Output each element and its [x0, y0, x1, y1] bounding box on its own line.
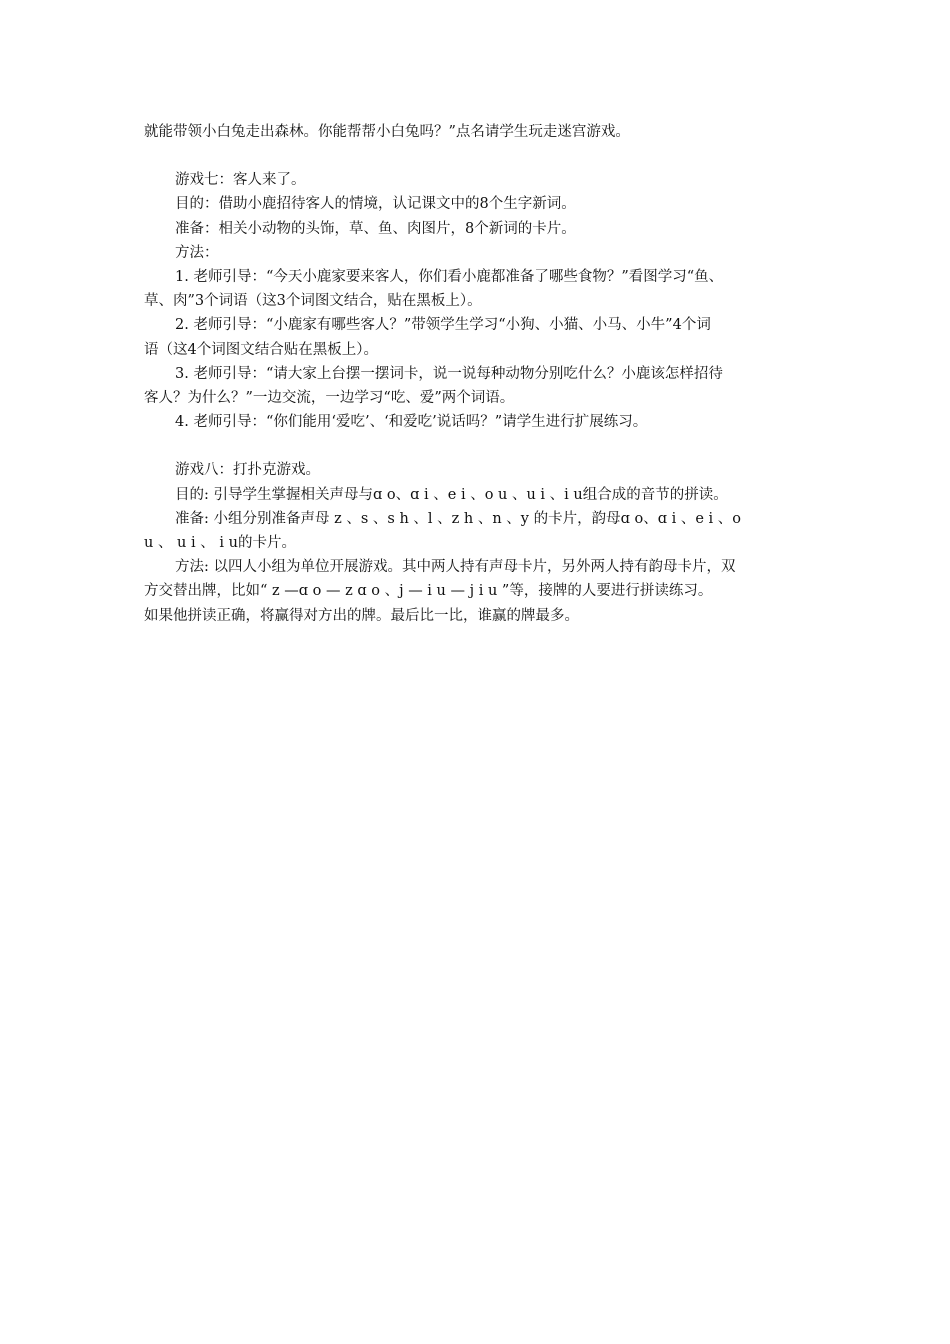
game-seven-step-3: 3. 老师引导：“请大家上台摆一摆词卡，说一说每种动物分别吃什么？小鹿该怎样招待: [175, 365, 723, 382]
game-eight-preparation-continued: u 、 u i 、 i u的卡片。: [144, 535, 296, 552]
game-eight-preparation: 准备: 小组分别准备声母 z 、s 、s h 、l 、z h 、n 、y 的卡片，韵母ɑ o、ɑ i 、e i 、o: [175, 510, 742, 527]
game-seven-method-heading: 方法：: [175, 244, 219, 261]
game-eight-method-continued: 方交替出牌，比如“ z —ɑ o — z ɑ o 、j — i u — j i u ”等，接牌的人要进行拼读练习。: [144, 583, 713, 600]
document-body: [144, 120, 812, 628]
paragraph-spacer: [144, 144, 812, 168]
game-eight-method: 方法: 以四人小组为单位开展游戏。其中两人持有声母卡片，另外两人持有韵母卡片，双: [175, 559, 736, 576]
game-seven-step-2-continued: 语（这4个词图文结合贴在黑板上）。: [144, 341, 378, 358]
game-seven-step-4: 4. 老师引导：“你们能用‘爱吃’、‘和爱吃’说话吗？”请学生进行扩展练习。: [175, 414, 648, 431]
game-seven-preparation: 准备：相关小动物的头饰，草、鱼、肉图片，8个新词的卡片。: [175, 220, 576, 237]
game-eight-method-continued: 如果他拼读正确，将赢得对方出的牌。最后比一比，谁赢的牌最多。: [144, 607, 579, 624]
game-eight-title: 游戏八：打扑克游戏。: [175, 462, 320, 479]
game-seven-step-2: 2. 老师引导：“小鹿家有哪些客人？”带领学生学习“小狗、小猫、小马、小牛”4个词: [175, 317, 711, 334]
paragraph-spacer: [144, 434, 812, 458]
game-seven-step-1: 1. 老师引导：“今天小鹿家要来客人，你们看小鹿都准备了哪些食物？”看图学习“鱼、: [175, 269, 724, 286]
game-seven-title: 游戏七：客人来了。: [175, 172, 306, 189]
paragraph-line-continuation: 就能带领小白兔走出森林。你能帮帮小白兔吗？”点名请学生玩走迷宫游戏。: [144, 124, 630, 140]
game-eight-purpose: 目的: 引导学生掌握相关声母与ɑ o、ɑ i 、e i 、o u 、u i 、i u组合成的音节的拼读。: [175, 486, 728, 503]
game-seven-step-1-continued: 草、肉”3个词语（这3个词图文结合，贴在黑板上）。: [144, 293, 482, 310]
game-seven-purpose: 目的：借助小鹿招待客人的情境，认记课文中的8个生字新词。: [175, 196, 576, 213]
game-seven-step-3-continued: 客人？为什么？”一边交流，一边学习“吃、爱”两个词语。: [144, 390, 515, 407]
